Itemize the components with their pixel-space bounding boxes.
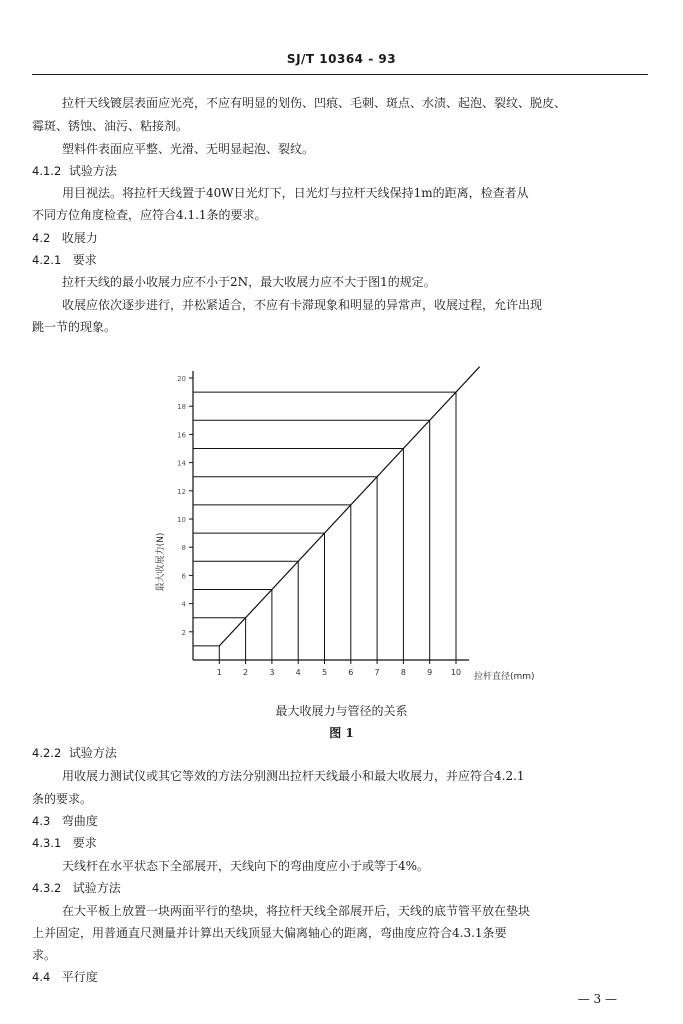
paragraph-bend-test-end: 求。	[32, 948, 57, 962]
x-tick-label: 1	[216, 668, 222, 677]
section-number: 4.3.1	[32, 836, 62, 850]
paragraph-force-requirement: 拉杆天线的最小收展力应不小于2N，最大收展力应不大于图1的规定。	[62, 275, 436, 289]
section-title: 要求	[72, 253, 97, 267]
section-number: 4.2.1	[32, 253, 62, 267]
y-tick-label: 6	[181, 572, 186, 581]
max-force-line	[219, 367, 479, 646]
section-title: 试验方法	[72, 881, 121, 895]
paragraph-plastic-surface: 塑料件表面应平整、光滑、无明显起泡、裂纹。	[62, 142, 315, 156]
paragraph-extension-behaviour: 收展应依次逐步进行，并松紧适合，不应有卡滞现象和明显的异常声，收展过程，允许出现	[62, 298, 543, 312]
paragraph-bend-test-cont: 上并固定，用普通直尺测量并计算出天线顶显大偏离轴心的距离，弯曲度应符合4.3.1条要	[32, 926, 507, 940]
paragraph-visual-test-cont: 不同方位角度检查，应符合4.1.1条的要求。	[32, 208, 267, 222]
x-axis-label: 拉杆直径(mm)	[474, 672, 535, 682]
section-title: 弯曲度	[61, 814, 98, 828]
section-4-3-2-heading	[32, 880, 121, 896]
y-tick-label: 18	[177, 403, 186, 412]
x-tick-label: 10	[450, 668, 462, 677]
section-4-4-heading	[32, 969, 98, 985]
y-tick-label: 20	[177, 375, 186, 383]
figure-number: 图 1	[329, 726, 354, 740]
section-4-2-1-heading	[32, 252, 97, 268]
figure-1-chart	[0, 330, 683, 690]
y-tick-label: 14	[177, 459, 186, 468]
paragraph-force-test: 用收展力测试仪或其它等效的方法分别测出拉杆天线最小和最大收展力，并应符合4.2.1	[62, 769, 525, 783]
paragraph-visual-test: 用目视法。将拉杆天线置于40W日光灯下，日光灯与拉杆天线保持1m的距离，检查者从	[62, 186, 529, 200]
section-title: 试验方法	[68, 746, 117, 760]
x-tick-label: 5	[321, 668, 328, 677]
y-tick-label: 8	[181, 544, 186, 553]
section-number: 4.1.2	[32, 164, 62, 178]
x-tick-label: 3	[269, 668, 275, 677]
figure-caption: 最大收展力与管径的关系	[275, 704, 408, 718]
section-4-3-1-heading	[32, 835, 97, 851]
page-number: — 3 —	[577, 992, 617, 1006]
y-tick-label: 12	[177, 487, 186, 496]
section-title: 平行度	[61, 970, 98, 984]
x-tick-label: 8	[400, 668, 406, 677]
section-number: 4.3.2	[32, 881, 62, 895]
section-number: 4.2	[32, 231, 51, 245]
x-tick-label: 9	[427, 668, 433, 677]
header-rule	[32, 74, 648, 75]
y-tick-label: 16	[177, 431, 186, 440]
paragraph-bend-requirement: 天线杆在水平状态下全部展开，天线向下的弯曲度应小于或等于4%。	[62, 859, 430, 873]
section-4-2-heading	[32, 230, 98, 246]
section-title: 要求	[72, 836, 97, 850]
x-tick-label: 2	[243, 668, 249, 677]
paragraph-force-test-cont: 条的要求。	[32, 792, 93, 806]
y-tick-label: 10	[177, 516, 186, 524]
section-title: 收展力	[61, 231, 98, 245]
x-tick-label: 7	[374, 668, 380, 677]
y-axis-label: 最大收展力(N)	[156, 532, 166, 592]
section-4-3-heading	[32, 813, 98, 829]
paragraph-extension-behaviour-cont: 跳一节的现象。	[32, 320, 117, 334]
section-4-2-2-heading	[32, 745, 117, 761]
paragraph-plating-surface: 拉杆天线镀层表面应光亮，不应有明显的划伤、凹痕、毛刺、斑点、水渍、起泡、裂纹、脱皮、	[62, 96, 567, 110]
x-tick-label: 6	[348, 668, 354, 677]
y-tick-label: 2	[181, 628, 186, 637]
section-number: 4.4	[32, 970, 51, 984]
section-number: 4.2.2	[32, 746, 62, 760]
section-number: 4.3	[32, 814, 51, 828]
paragraph-bend-test: 在大平板上放置一块两面平行的垫块，将拉杆天线全部展开后，天线的底节管平放在垫块	[62, 904, 531, 918]
y-tick-label: 4	[181, 600, 186, 609]
header-standard-number: SJ/T 10364 - 93	[286, 52, 397, 66]
x-tick-label: 4	[295, 668, 301, 677]
section-title: 试验方法	[68, 164, 117, 178]
section-4-1-2-heading	[32, 163, 117, 179]
paragraph-plating-surface-cont: 霉斑、锈蚀、油污、粘接剂。	[32, 119, 189, 133]
